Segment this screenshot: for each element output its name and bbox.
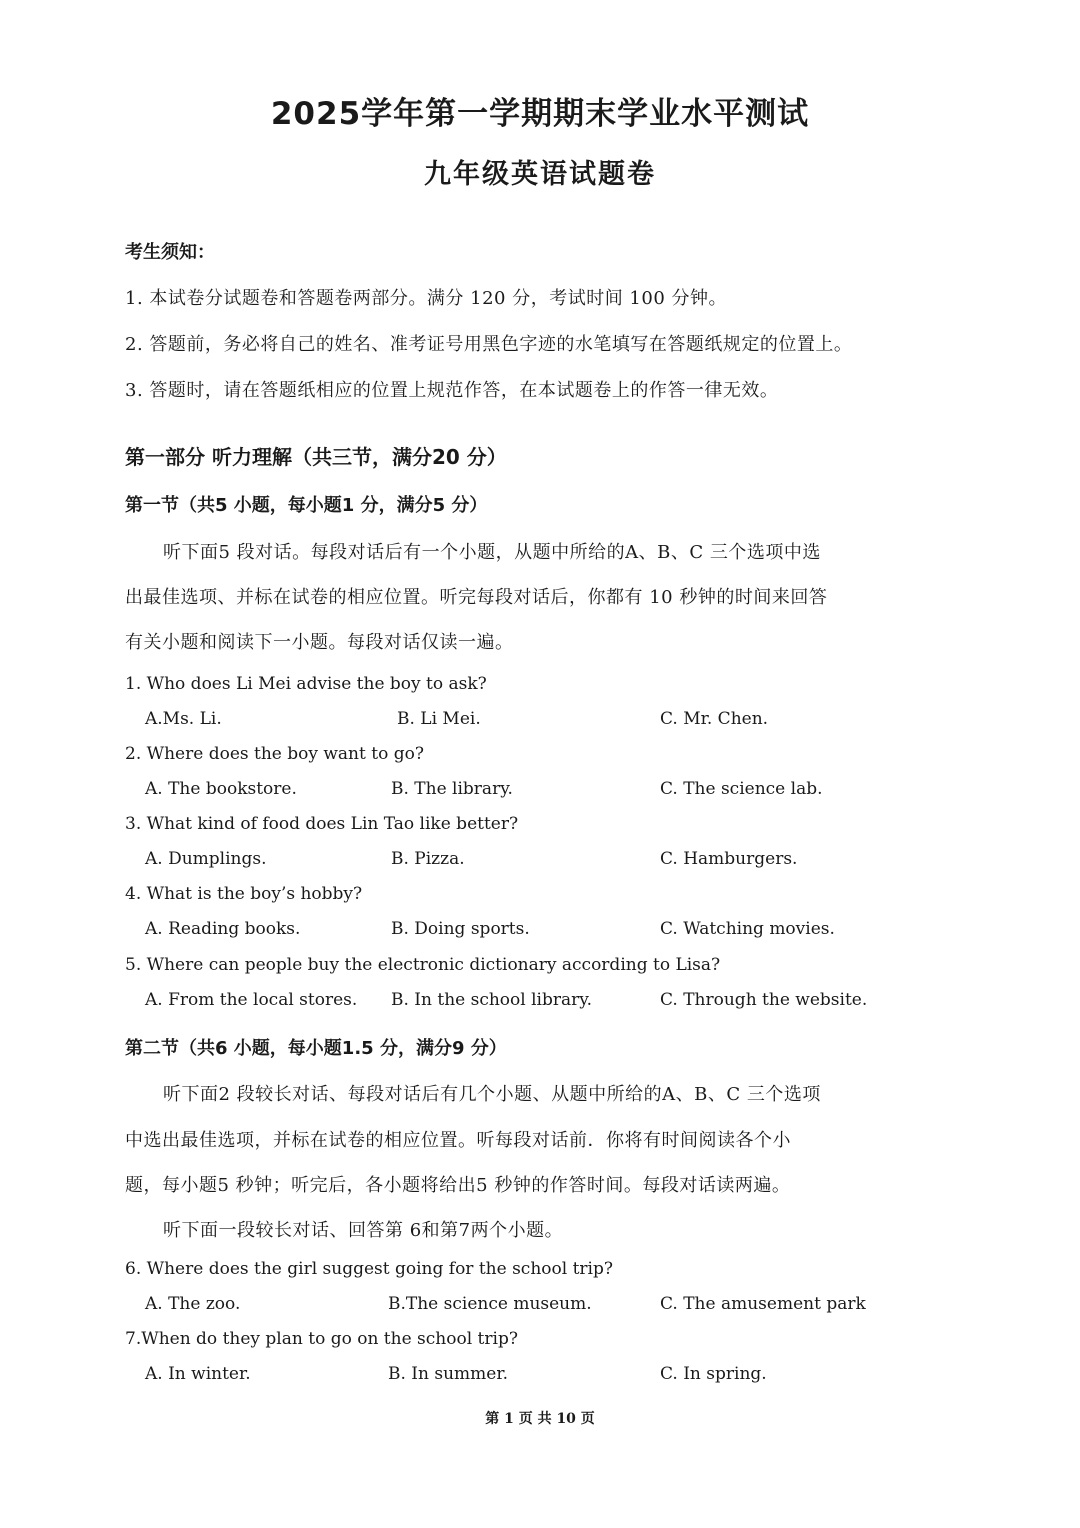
option-b: B. In summer. — [388, 1364, 509, 1384]
section1-instruction: 有关小题和阅读下一小题。每段对话仅读一遍。 — [125, 632, 514, 653]
question-stem: 3. What kind of food does Lin Tao like better? — [125, 814, 519, 834]
option-b: B. In the school library. — [391, 990, 593, 1010]
option-a: A. The bookstore. — [145, 779, 297, 799]
option-b: B. Doing sports. — [391, 919, 530, 939]
option-c: C. In spring. — [660, 1364, 767, 1384]
option-c: C. Through the website. — [660, 990, 868, 1010]
option-c: C. Mr. Chen. — [660, 709, 769, 729]
section2-instruction: 题，每小题5 秒钟；听完后，各小题将给出5 秒钟的作答时间。每段对话读两遍。 — [125, 1175, 791, 1196]
section2-sub-instruction: 听下面一段较长对话、回答第 6和第7两个小题。 — [163, 1220, 564, 1241]
option-a: A. Dumplings. — [145, 849, 267, 869]
page-number: 第 1 页 共 10 页 — [485, 1411, 595, 1427]
option-c: C. Watching movies. — [660, 919, 835, 939]
notice-item: 3. 答题时，请在答题纸相应的位置上规范作答，在本试题卷上的作答一律无效。 — [125, 380, 779, 401]
section2-instruction: 中选出最佳选项，并标在试卷的相应位置。听每段对话前．你将有时间阅读各个小 — [125, 1130, 791, 1151]
option-a: A. From the local stores. — [145, 990, 358, 1010]
option-b: B. Pizza. — [391, 849, 465, 869]
notice-item: 1. 本试卷分试题卷和答题卷两部分。满分 120 分，考试时间 100 分钟。 — [125, 288, 727, 309]
option-b: B.The science museum. — [388, 1294, 592, 1314]
option-b: B. The library. — [391, 779, 513, 799]
exam-subtitle: 九年级英语试题卷 — [424, 159, 656, 190]
question-stem: 5. Where can people buy the electronic dictionary according to Lisa? — [125, 955, 721, 975]
option-b: B. Li Mei. — [397, 709, 481, 729]
notice-item: 2. 答题前，务必将自己的姓名、准考证号用黑色字迹的水笔填写在答题纸规定的位置上。 — [125, 334, 853, 355]
notice-heading: 考生须知： — [125, 242, 215, 263]
section2-instruction: 听下面2 段较长对话、每段对话后有几个小题、从题中所给的A、B、C 三个选项 — [163, 1084, 821, 1105]
section1-heading: 第一节（共5 小题，每小题1 分，满分5 分） — [125, 495, 488, 516]
option-a: A.Ms. Li. — [145, 709, 222, 729]
option-c: C. Hamburgers. — [660, 849, 798, 869]
option-c: C. The science lab. — [660, 779, 823, 799]
option-a: A. Reading books. — [145, 919, 301, 939]
option-a: A. In winter. — [145, 1364, 251, 1384]
question-stem: 7.When do they plan to go on the school trip? — [125, 1329, 518, 1349]
question-stem: 4. What is the boy’s hobby? — [125, 884, 363, 904]
question-stem: 2. Where does the boy want to go? — [125, 744, 424, 764]
section1-instruction: 出最佳选项、并标在试卷的相应位置。听完每段对话后，你都有 10 秒钟的时间来回答 — [125, 587, 828, 608]
part1-heading: 第一部分 听力理解（共三节，满分20 分） — [125, 445, 507, 469]
section1-instruction: 听下面5 段对话。每段对话后有一个小题，从题中所给的A、B、C 三个选项中选 — [163, 542, 821, 563]
question-stem: 1. Who does Li Mei advise the boy to ask? — [125, 674, 487, 694]
option-c: C. The amusement park — [660, 1294, 866, 1314]
option-a: A. The zoo. — [145, 1294, 241, 1314]
section2-heading: 第二节（共6 小题，每小题1.5 分，满分9 分） — [125, 1038, 507, 1059]
exam-title: 2025学年第一学期期末学业水平测试 — [270, 96, 810, 132]
question-stem: 6. Where does the girl suggest going for the school trip? — [125, 1259, 613, 1279]
